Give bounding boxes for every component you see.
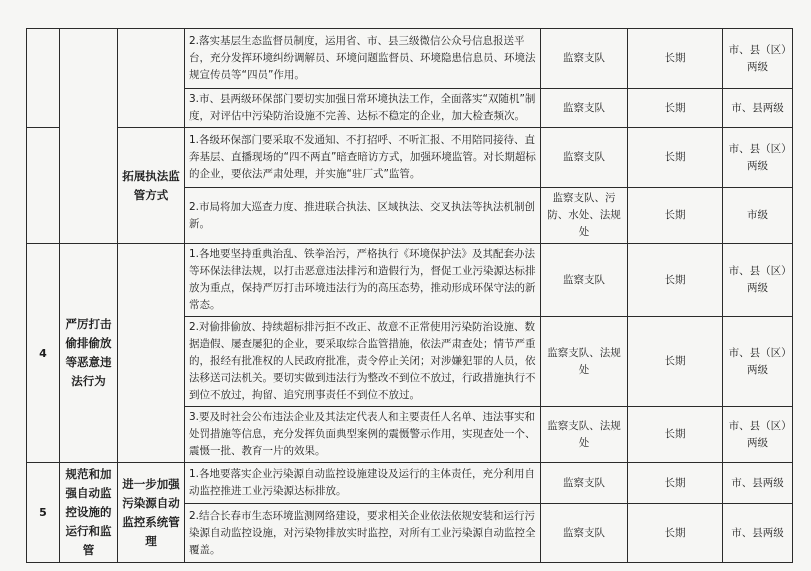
level-cell: 市、县（区）两级 xyxy=(723,407,793,463)
measure-cell: 1.各地要落实企业污染源自动监控设施建设及运行的主体责任，充分利用自动监控推进工业污染源达标排放。 xyxy=(185,463,541,504)
measure-cell: 3.要及时社会公布违法企业及其法定代表人和主要责任人名单、违法事实和处罚措施等信息，充分发挥负面典型案例的震慑警示作用，实现查处一个、震慑一批、教育一片的效果。 xyxy=(185,407,541,463)
table-row xyxy=(27,128,793,188)
department-cell: 监察支队、法规处 xyxy=(541,407,628,463)
row-number-cell xyxy=(27,29,60,128)
measure-cell: 2.对偷排偷放、持续超标排污拒不改正、故意不正常使用污染防治设施、数据造假、屡查屡犯的企业，要采取综合监管措施，依法严肃查处；情节严重的，报经有批准权的人民政府批准，责令停止关闭；对涉嫌犯罪的人员，依法移送司法机关。要切实做到违法行为整改不到位不放过，行政措施执行不到位不放过，拘留、追究刑事责任不到位不放过。 xyxy=(185,317,541,407)
row-number-cell: 5 xyxy=(27,463,60,563)
subtask-cell xyxy=(118,244,185,463)
time-cell: 长期 xyxy=(628,188,723,244)
time-cell: 长期 xyxy=(628,504,723,563)
task-cell: 严厉打击偷排偷放等恶意违法行为 xyxy=(60,244,118,463)
measure-cell: 3.市、县两级环保部门要切实加强日常环境执法工作，全面落实“双随机”制度，对评估中污染防治设施不完善、达标不稳定的企业，加大检查频次。 xyxy=(185,89,541,128)
level-cell: 市级 xyxy=(723,188,793,244)
table-row xyxy=(27,463,793,504)
level-cell: 市、县两级 xyxy=(723,463,793,504)
time-cell: 长期 xyxy=(628,89,723,128)
department-cell: 监察支队、污防、水处、法规处 xyxy=(541,188,628,244)
table-row xyxy=(27,244,793,317)
time-cell: 长期 xyxy=(628,244,723,317)
level-cell: 市、县（区）两级 xyxy=(723,29,793,89)
subtask-cell: 进一步加强污染源自动监控系统管理 xyxy=(118,463,185,563)
level-cell: 市、县（区）两级 xyxy=(723,128,793,188)
table-row xyxy=(27,29,793,89)
measure-cell: 1.各地要坚持重典治乱、铁拳治污，严格执行《环境保护法》及其配套办法等环保法律法规，以打击恶意违法排污和造假行为，督促工业污染源达标排放为重点，保持严厉打击环境违法行为的高压态势，推动形成环保守法的新常态。 xyxy=(185,244,541,317)
department-cell: 监察支队 xyxy=(541,89,628,128)
subtask-cell: 拓展执法监管方式 xyxy=(118,128,185,244)
time-cell: 长期 xyxy=(628,407,723,463)
row-number-cell xyxy=(27,128,60,244)
time-cell: 长期 xyxy=(628,317,723,407)
department-cell: 监察支队 xyxy=(541,463,628,504)
task-cell: 规范和加强自动监控设施的运行和监管 xyxy=(60,463,118,563)
measure-cell: 1.各级环保部门要采取不发通知、不打招呼、不听汇报、不用陪同接待、直奔基层、直播现场的“四不两直”暗查暗访方式，加强环境监管。对长期超标的企业，要依法严肃处理，并实施“驻厂式”监管。 xyxy=(185,128,541,188)
department-cell: 监察支队 xyxy=(541,504,628,563)
time-cell: 长期 xyxy=(628,128,723,188)
task-table xyxy=(26,28,793,563)
department-cell: 监察支队 xyxy=(541,128,628,188)
level-cell: 市、县两级 xyxy=(723,504,793,563)
level-cell: 市、县（区）两级 xyxy=(723,317,793,407)
time-cell: 长期 xyxy=(628,29,723,89)
task-cell xyxy=(60,29,118,244)
row-number-cell: 4 xyxy=(27,244,60,463)
subtask-cell xyxy=(118,29,185,128)
department-cell: 监察支队、法规处 xyxy=(541,317,628,407)
department-cell: 监察支队 xyxy=(541,244,628,317)
level-cell: 市、县（区）两级 xyxy=(723,244,793,317)
department-cell: 监察支队 xyxy=(541,29,628,89)
level-cell: 市、县两级 xyxy=(723,89,793,128)
measure-cell: 2.市局将加大巡查力度、推进联合执法、区域执法、交叉执法等执法机制创新。 xyxy=(185,188,541,244)
time-cell: 长期 xyxy=(628,463,723,504)
measure-cell: 2.结合长春市生态环境监测网络建设，要求相关企业依法依规安装和运行污染源自动监控设施，对污染物排放实时监控，对所有工业污染源自动监控全覆盖。 xyxy=(185,504,541,563)
measure-cell: 2.落实基层生态监督员制度，运用省、市、县三级微信公众号信息报送平台，充分发挥环境纠纷调解员、环境问题监督员、环境隐患信息员、环境法规宣传员等“四员”作用。 xyxy=(185,29,541,89)
